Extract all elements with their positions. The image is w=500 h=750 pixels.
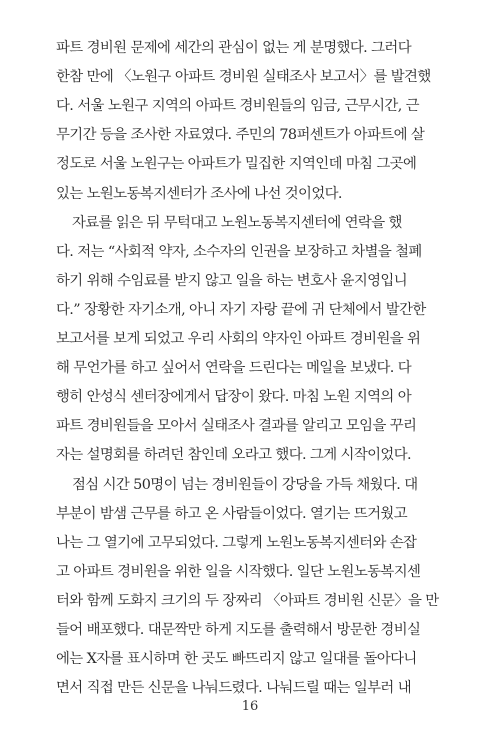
page-number: 16 xyxy=(241,699,259,714)
paragraph-first-line: 자료를 읽은 뒤 무턱대고 노원노동복지센터에 연락을 했 xyxy=(72,215,402,231)
text-line: 자는 설명회를 하려던 참인데 오라고 했다. 그게 시작이었다. xyxy=(56,447,412,463)
text-line: 해 무언가를 하고 싶어서 연락을 드린다는 메일을 보냈다. 다 xyxy=(56,360,412,376)
text-line: 파트 경비원 문제에 세간의 관심이 없는 게 분명했다. 그러다 xyxy=(56,40,412,56)
paragraph-first-line: 점심 시간 50명이 넘는 경비원들이 강당을 가득 채웠다. 대 xyxy=(72,477,418,493)
text-line: 한참 만에 〈노원구 아파트 경비원 실태조사 보고서〉를 발견했 xyxy=(56,69,431,85)
text-line: 에는 X자를 표시하며 한 곳도 빠뜨리지 않고 일대를 돌아다니 xyxy=(56,651,417,667)
text-line: 면서 직접 만든 신문을 나눠드렸다. 나눠드릴 때는 일부러 내 xyxy=(56,680,412,696)
text-line: 다. 서울 노원구 지역의 아파트 경비원들의 임금, 근무시간, 근 xyxy=(56,98,419,114)
text-line: 터와 함께 도화지 크기의 두 장짜리 〈아파트 경비원 신문〉을 만 xyxy=(56,593,439,609)
text-line: 고 아파트 경비원을 위한 일을 시작했다. 일단 노원노동복지센 xyxy=(56,564,421,580)
text-line: 무기간 등을 조사한 자료였다. 주민의 78퍼센트가 아파트에 살 xyxy=(56,127,425,143)
text-line: 부분이 밤샘 근무를 하고 온 사람들이었다. 열기는 뜨거웠고 xyxy=(56,506,408,522)
text-line: 파트 경비원들을 모아서 실태조사 결과를 알리고 모임을 꾸리 xyxy=(56,418,417,434)
text-line: 나는 그 열기에 고무되었다. 그렇게 노원노동복지센터와 손잡 xyxy=(56,535,417,551)
text-line: 들어 배포했다. 대문짝만 하게 지도를 출력해서 방문한 경비실 xyxy=(56,622,421,638)
text-line: 행히 안성식 센터장에게서 답장이 왔다. 마침 노원 지역의 아 xyxy=(56,389,412,405)
text-line: 있는 노원노동복지센터가 조사에 나선 것이었다. xyxy=(56,186,342,202)
text-line: 보고서를 보게 되었고 우리 사회의 약자인 아파트 경비원을 위 xyxy=(56,331,421,347)
text-line: 다. 저는 “사회적 약자, 소수자의 인권을 보장하고 차별을 철폐 xyxy=(56,244,422,260)
text-line: 하기 위해 수임료를 받지 않고 일을 하는 변호사 윤지영입니 xyxy=(56,273,408,289)
text-line: 정도로 서울 노원구는 아파트가 밀집한 지역인데 마침 그곳에 xyxy=(56,156,417,172)
text-line: 다.” 장황한 자기소개, 아니 자기 자랑 끝에 귀 단체에서 발간한 xyxy=(56,302,426,318)
